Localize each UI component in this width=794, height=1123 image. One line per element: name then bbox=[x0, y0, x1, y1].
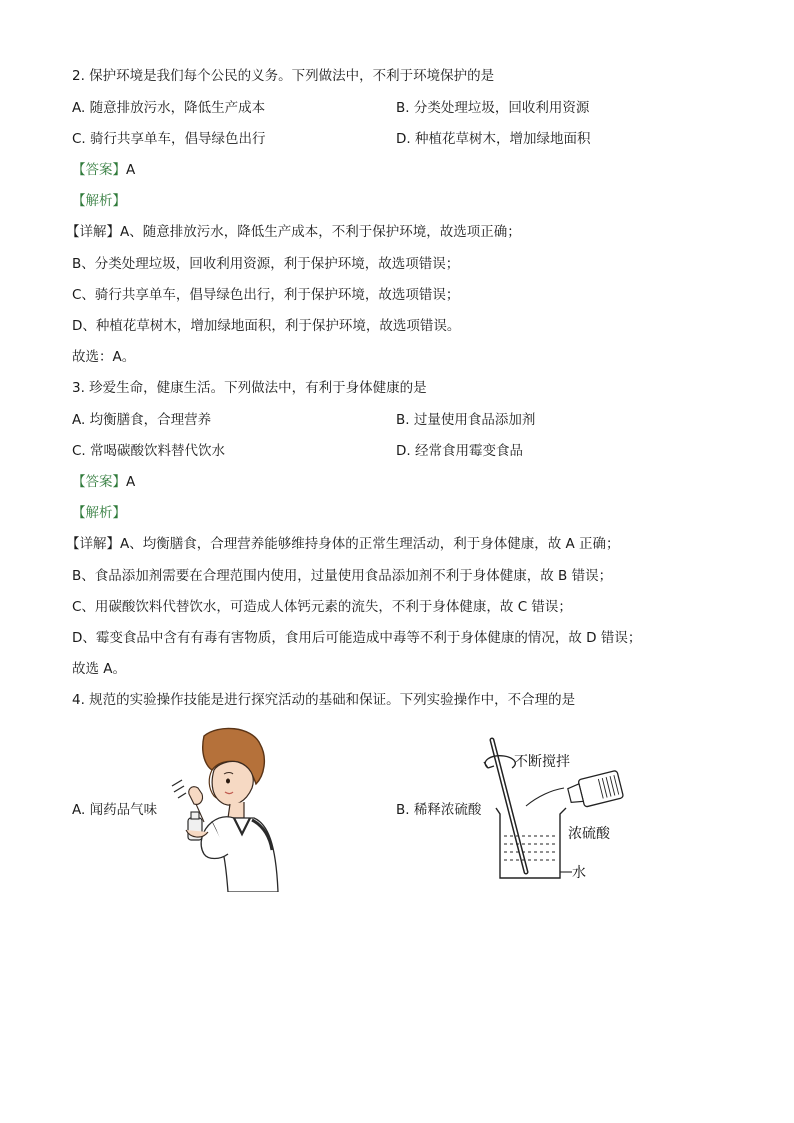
detail-tag: 【详解】 bbox=[66, 536, 120, 552]
q2-detail-1 bbox=[66, 222, 521, 242]
q2-option-b: B. 分类处理垃圾，回收利用资源 bbox=[396, 100, 590, 116]
q3-detail-4: D、霉变食品中含有有毒有害物质，食用后可能造成中毒等不利于身体健康的情况，故 D 错误； bbox=[72, 630, 642, 646]
answer-tag: 【答案】 bbox=[72, 162, 126, 178]
answer-tag: 【答案】 bbox=[72, 474, 126, 490]
smelling-reagent-illustration bbox=[168, 726, 280, 892]
q3-detail-1 bbox=[66, 534, 620, 554]
q3-answer bbox=[72, 472, 135, 492]
q2-detail-3: C、骑行共享单车，倡导绿色出行，利于保护环境，故选项错误； bbox=[72, 287, 460, 303]
q2-detail-2: B、分类处理垃圾，回收利用资源，利于保护环境，故选项错误； bbox=[72, 256, 460, 272]
q3-detail-3: C、用碳酸饮料代替饮水，可造成人体钙元素的流失，不利于身体健康，故 C 错误； bbox=[72, 599, 572, 615]
q2-analysis-tag: 【解析】 bbox=[72, 193, 126, 209]
detail-tag: 【详解】 bbox=[66, 224, 120, 240]
answer-value: A bbox=[126, 162, 136, 178]
q4-option-b: B. 稀释浓硫酸 bbox=[396, 802, 482, 818]
q3-stem: 3. 珍爱生命，健康生活。下列做法中，有利于身体健康的是 bbox=[72, 380, 427, 396]
q3-detail-2: B、食品添加剂需要在合理范围内使用，过量使用食品添加剂不利于身体健康，故 B 错误； bbox=[72, 568, 613, 584]
q2-stem: 2. 保护环境是我们每个公民的义务。下列做法中，不利于环境保护的是 bbox=[72, 68, 495, 84]
q4-stem: 4. 规范的实验操作技能是进行探究活动的基础和保证。下列实验操作中，不合理的是 bbox=[72, 692, 576, 708]
diluting-acid-illustration bbox=[482, 732, 630, 888]
q2-detail-4: D、种植花草树木，增加绿地面积，利于保护环境，故选项错误。 bbox=[72, 318, 461, 334]
detail-text: A、均衡膳食，合理营养能够维持身体的正常生理活动，利于身体健康，故 A 正确； bbox=[120, 536, 620, 552]
q2-answer bbox=[72, 160, 135, 180]
q2-option-d: D. 种植花草树木，增加绿地面积 bbox=[396, 131, 591, 147]
acid-label: 浓硫酸 bbox=[568, 826, 610, 842]
stir-label: 不断搅拌 bbox=[514, 754, 570, 770]
q2-conclusion: 故选：A。 bbox=[72, 349, 136, 365]
answer-value: A bbox=[126, 474, 136, 490]
q3-option-d: D. 经常食用霉变食品 bbox=[396, 443, 523, 459]
q3-option-a: A. 均衡膳食，合理营养 bbox=[72, 412, 212, 428]
q3-option-c: C. 常喝碳酸饮料替代饮水 bbox=[72, 443, 226, 459]
q2-option-c: C. 骑行共享单车，倡导绿色出行 bbox=[72, 131, 266, 147]
q4-option-a: A. 闻药品气味 bbox=[72, 802, 158, 818]
q3-option-b: B. 过量使用食品添加剂 bbox=[396, 412, 536, 428]
q3-analysis-tag: 【解析】 bbox=[72, 505, 126, 521]
q2-option-a: A. 随意排放污水，降低生产成本 bbox=[72, 100, 266, 116]
detail-text: A、随意排放污水，降低生产成本，不利于保护环境，故选项正确； bbox=[120, 224, 521, 240]
q3-conclusion: 故选 A。 bbox=[72, 661, 127, 677]
water-label: 水 bbox=[572, 865, 586, 881]
